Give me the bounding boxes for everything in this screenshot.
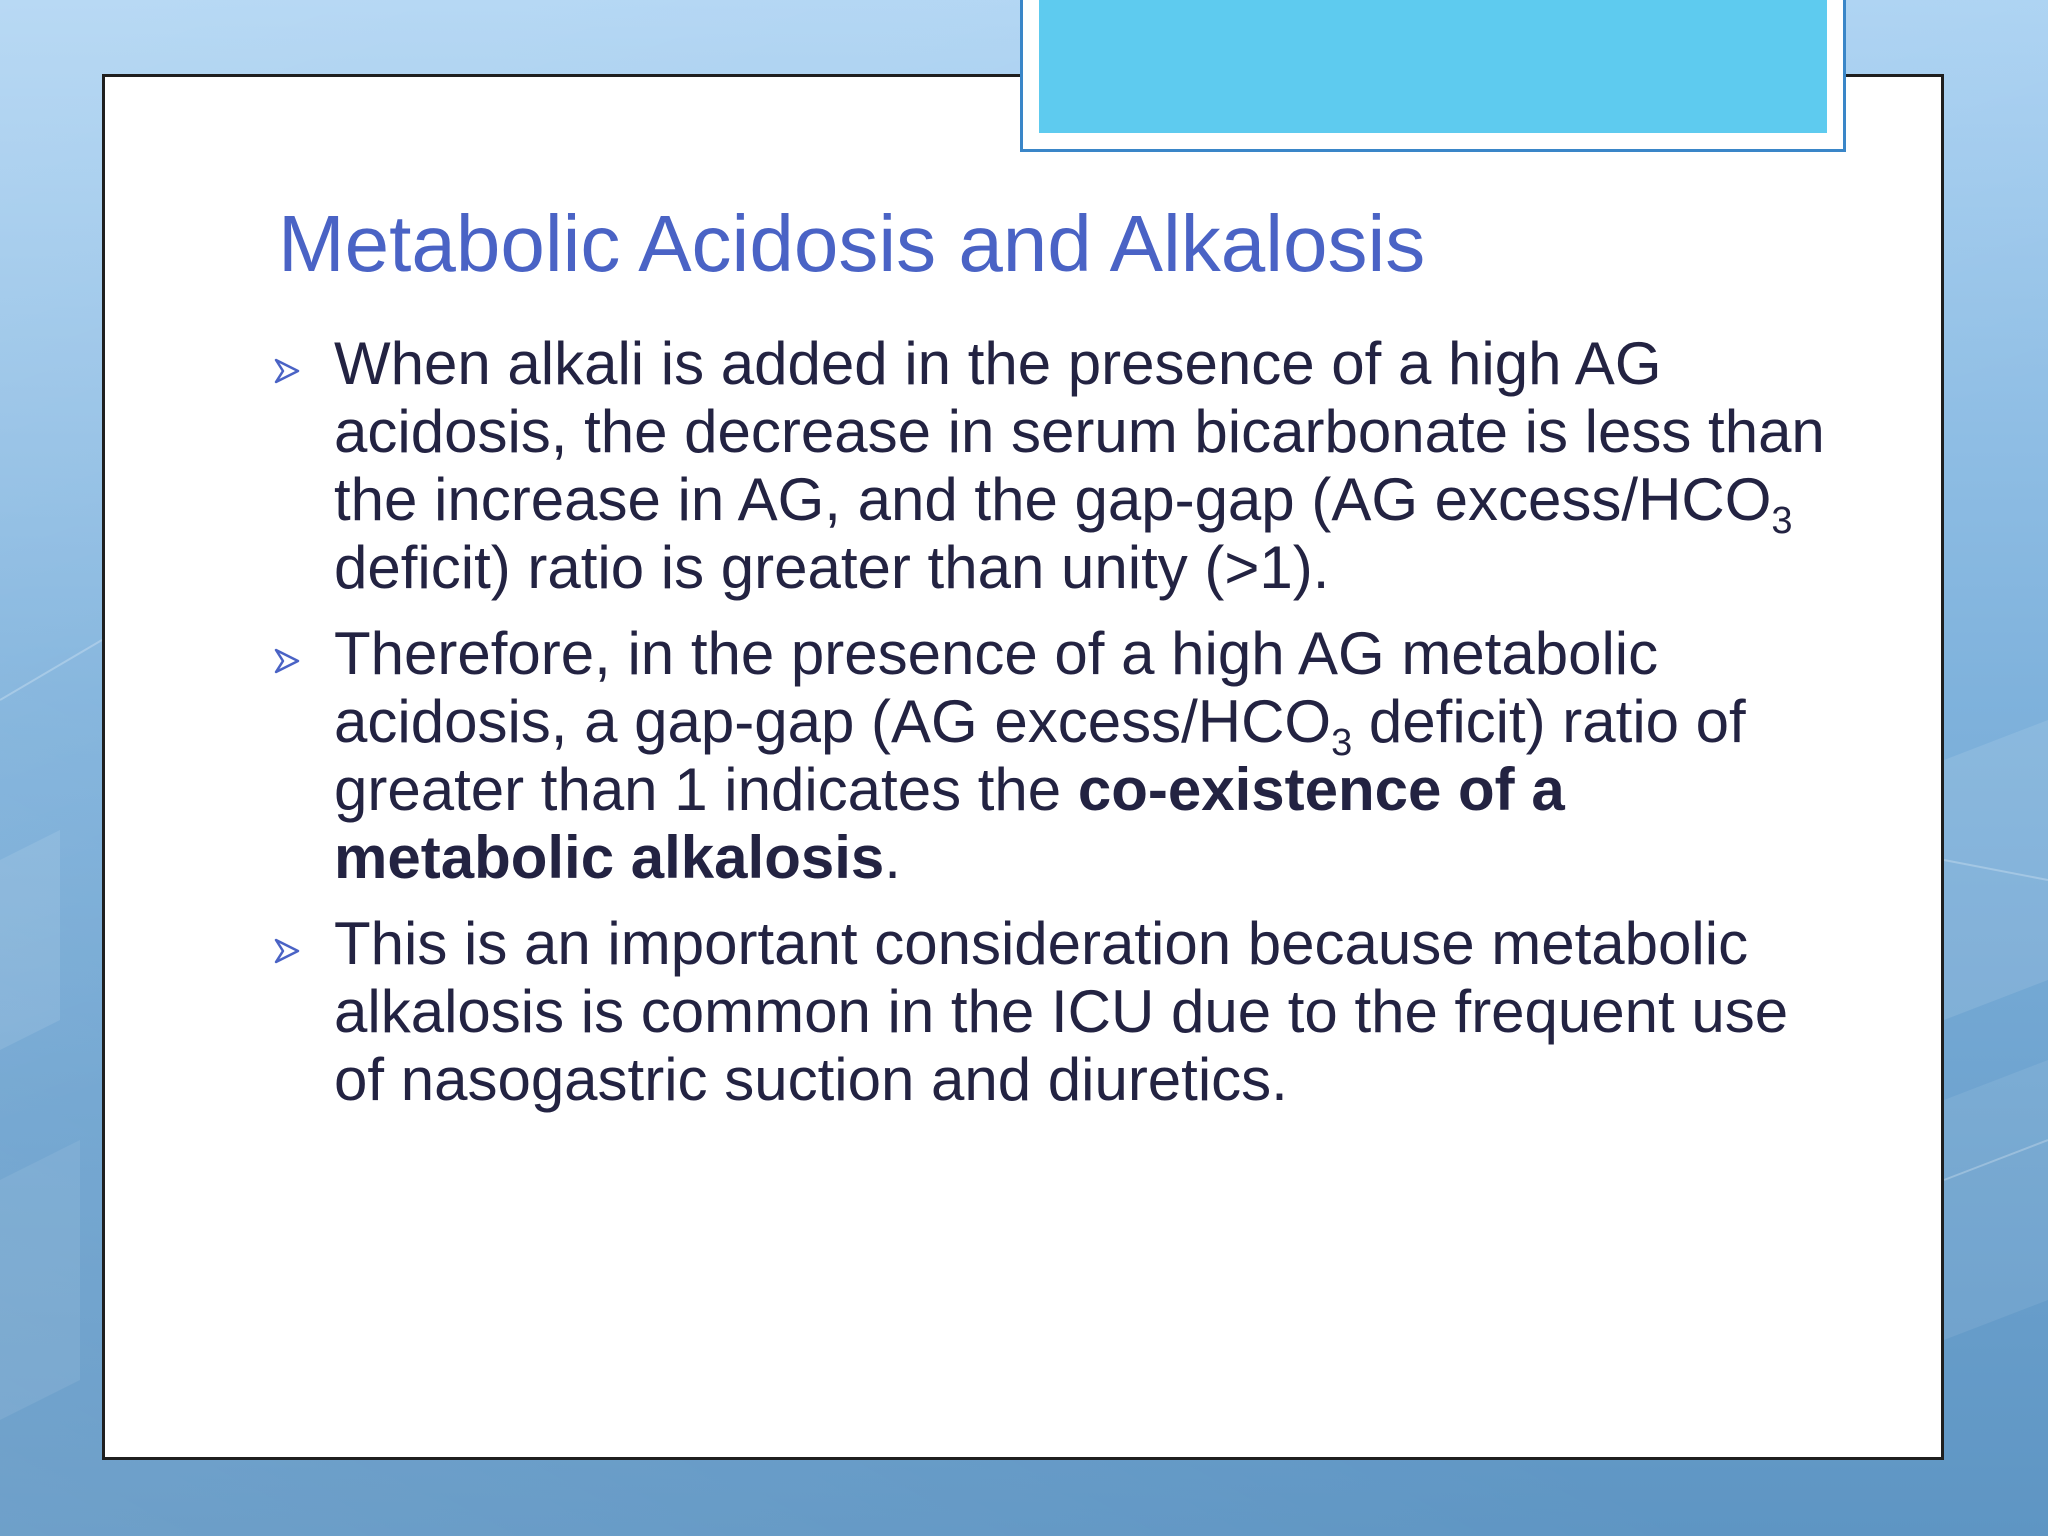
bullet-item <box>270 910 1830 1114</box>
bullet-text <box>334 910 1830 1114</box>
bullet-text <box>334 330 1830 602</box>
bullet-list <box>270 330 1830 1132</box>
arrowhead-bullet-icon <box>272 646 302 676</box>
header-accent-box <box>1020 0 1846 152</box>
bold-emphasis: co-existence of a metabolic alkalosis <box>334 756 1565 891</box>
bullet-text-segment: When alkali is added in the presence of a high AG acidosis, the decrease in serum bicarbonate is less than the increase in AG, and the gap-gap (AG excess/HCO <box>334 330 1825 533</box>
slide-title: Metabolic Acidosis and Alkalosis <box>278 199 1426 288</box>
subscript: 3 <box>1331 722 1353 764</box>
header-accent-fill <box>1039 0 1827 133</box>
bullet-item <box>270 330 1830 602</box>
bullet-text <box>334 620 1830 892</box>
bullet-text-segment: deficit) ratio is greater than unity (>1). <box>334 534 1330 601</box>
bullet-text-segment: This is an important consideration because metabolic alkalosis is common in the ICU due to the frequent use of nasogastric suction and diuretics. <box>334 910 1789 1113</box>
arrowhead-bullet-icon <box>272 356 302 386</box>
bullet-item <box>270 620 1830 892</box>
subscript: 3 <box>1771 500 1793 542</box>
bullet-text-segment: . <box>884 824 901 891</box>
bullet-text-segment: deficit) ratio of greater than 1 indicates the <box>334 688 1746 823</box>
bullet-text-segment: Therefore, in the presence of a high AG metabolic acidosis, a gap-gap (AG excess/HCO <box>334 620 1659 755</box>
arrowhead-bullet-icon <box>272 936 302 966</box>
